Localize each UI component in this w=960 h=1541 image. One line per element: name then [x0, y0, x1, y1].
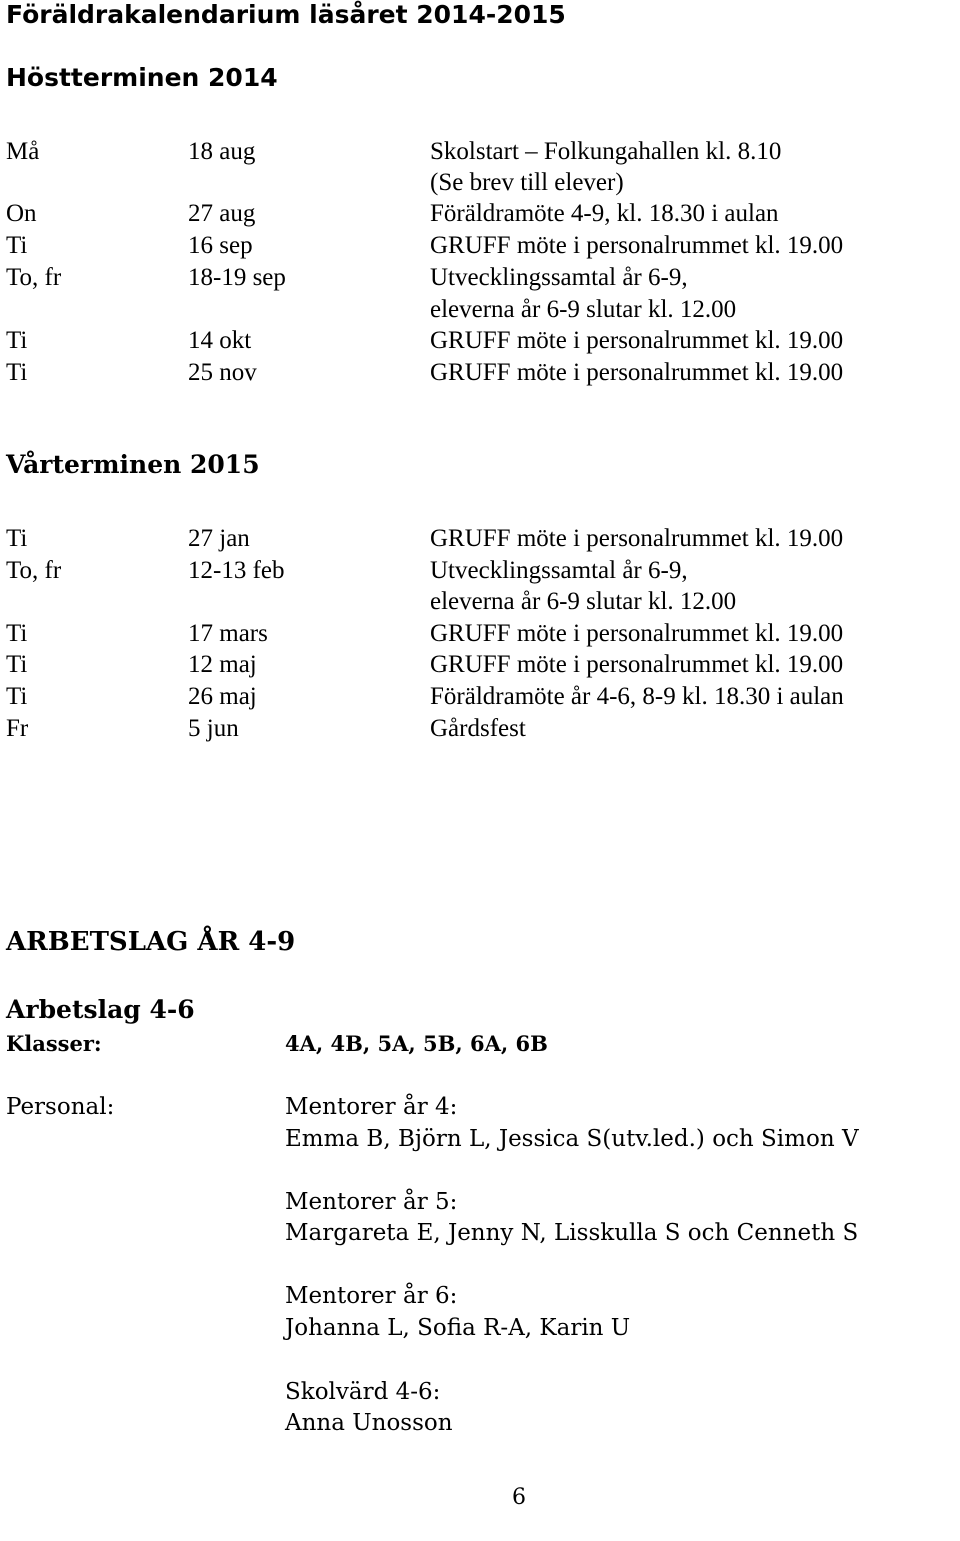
spring-row: [0, 555, 960, 587]
group-names: Margareta E, Jenny N, Lisskulla S och Cenneth S: [285, 1220, 859, 1246]
spring-row: [0, 523, 960, 555]
personal-label: Personal:: [6, 1094, 115, 1120]
group-names: Emma B, Björn L, Jessica S(utv.led.) och Simon V: [285, 1126, 859, 1152]
event-cell: Gårdsfest: [430, 715, 526, 742]
event-cell: Föräldramöte 4-9, kl. 18.30 i aulan: [430, 200, 779, 227]
day-cell: Må: [6, 138, 40, 165]
event-cell: Utvecklingssamtal år 6-9,: [430, 557, 688, 584]
autumn-row: [0, 357, 960, 389]
page-title: Föräldrakalendarium läsåret 2014-2015: [6, 0, 566, 29]
event-cell-line2: eleverna år 6-9 slutar kl. 12.00: [430, 588, 737, 615]
day-cell: Ti: [6, 232, 28, 259]
date-cell: 12-13 feb: [188, 557, 285, 584]
group-names: Johanna L, Sofia R-A, Karin U: [285, 1315, 631, 1341]
day-cell: On: [6, 200, 37, 227]
day-cell: Fr: [6, 715, 29, 742]
event-cell: Föräldramöte år 4-6, 8-9 kl. 18.30 i aulan: [430, 683, 844, 710]
group-label: Mentorer år 6:: [285, 1283, 458, 1309]
spring-row: [0, 618, 960, 650]
spring-heading: Vårterminen 2015: [6, 450, 260, 479]
day-cell: Ti: [6, 651, 28, 678]
event-cell: Utvecklingssamtal år 6-9,: [430, 264, 688, 291]
day-cell: Ti: [6, 525, 28, 552]
date-cell: 27 aug: [188, 200, 256, 227]
event-cell-line2: (Se brev till elever): [430, 169, 624, 196]
arbetslag-heading: ARBETSLAG ÅR 4-9: [6, 927, 296, 957]
spring-row-cont: [0, 586, 960, 618]
autumn-row-cont: [0, 294, 960, 326]
date-cell: 25 nov: [188, 359, 257, 386]
event-cell: Skolstart – Folkungahallen kl. 8.10: [430, 138, 782, 165]
day-cell: Ti: [6, 359, 28, 386]
page-number: 6: [512, 1485, 526, 1510]
event-cell: GRUFF möte i personalrummet kl. 19.00: [430, 232, 844, 259]
event-cell: GRUFF möte i personalrummet kl. 19.00: [430, 327, 844, 354]
autumn-row-cont: [0, 167, 960, 199]
autumn-row: [0, 136, 960, 168]
event-cell: GRUFF möte i personalrummet kl. 19.00: [430, 359, 844, 386]
group-label: Skolvärd 4-6:: [285, 1379, 441, 1405]
spring-row: [0, 649, 960, 681]
day-cell: Ti: [6, 620, 28, 647]
date-cell: 17 mars: [188, 620, 268, 647]
spring-row: [0, 713, 960, 745]
event-cell: GRUFF möte i personalrummet kl. 19.00: [430, 620, 844, 647]
date-cell: 5 jun: [188, 715, 239, 742]
event-cell: GRUFF möte i personalrummet kl. 19.00: [430, 651, 844, 678]
day-cell: To, fr: [6, 557, 62, 584]
autumn-row: [0, 198, 960, 230]
spring-row: [0, 681, 960, 713]
autumn-heading: Höstterminen 2014: [6, 63, 278, 92]
group-label: Mentorer år 5:: [285, 1189, 458, 1215]
event-cell-line2: eleverna år 6-9 slutar kl. 12.00: [430, 296, 737, 323]
arbetslag-subheading: Arbetslag 4-6: [6, 995, 195, 1024]
klasser-label: Klasser:: [6, 1031, 102, 1056]
date-cell: 27 jan: [188, 525, 250, 552]
day-cell: To, fr: [6, 264, 62, 291]
date-cell: 26 maj: [188, 683, 257, 710]
klasser-value: 4A, 4B, 5A, 5B, 6A, 6B: [285, 1031, 548, 1056]
day-cell: Ti: [6, 327, 28, 354]
date-cell: 12 maj: [188, 651, 257, 678]
autumn-row: [0, 325, 960, 357]
group-names: Anna Unosson: [285, 1410, 453, 1436]
date-cell: 14 okt: [188, 327, 252, 354]
event-cell: GRUFF möte i personalrummet kl. 19.00: [430, 525, 844, 552]
day-cell: Ti: [6, 683, 28, 710]
autumn-row: [0, 262, 960, 294]
date-cell: 18-19 sep: [188, 264, 286, 291]
group-label: Mentorer år 4:: [285, 1094, 458, 1120]
date-cell: 18 aug: [188, 138, 256, 165]
date-cell: 16 sep: [188, 232, 253, 259]
autumn-row: [0, 230, 960, 262]
